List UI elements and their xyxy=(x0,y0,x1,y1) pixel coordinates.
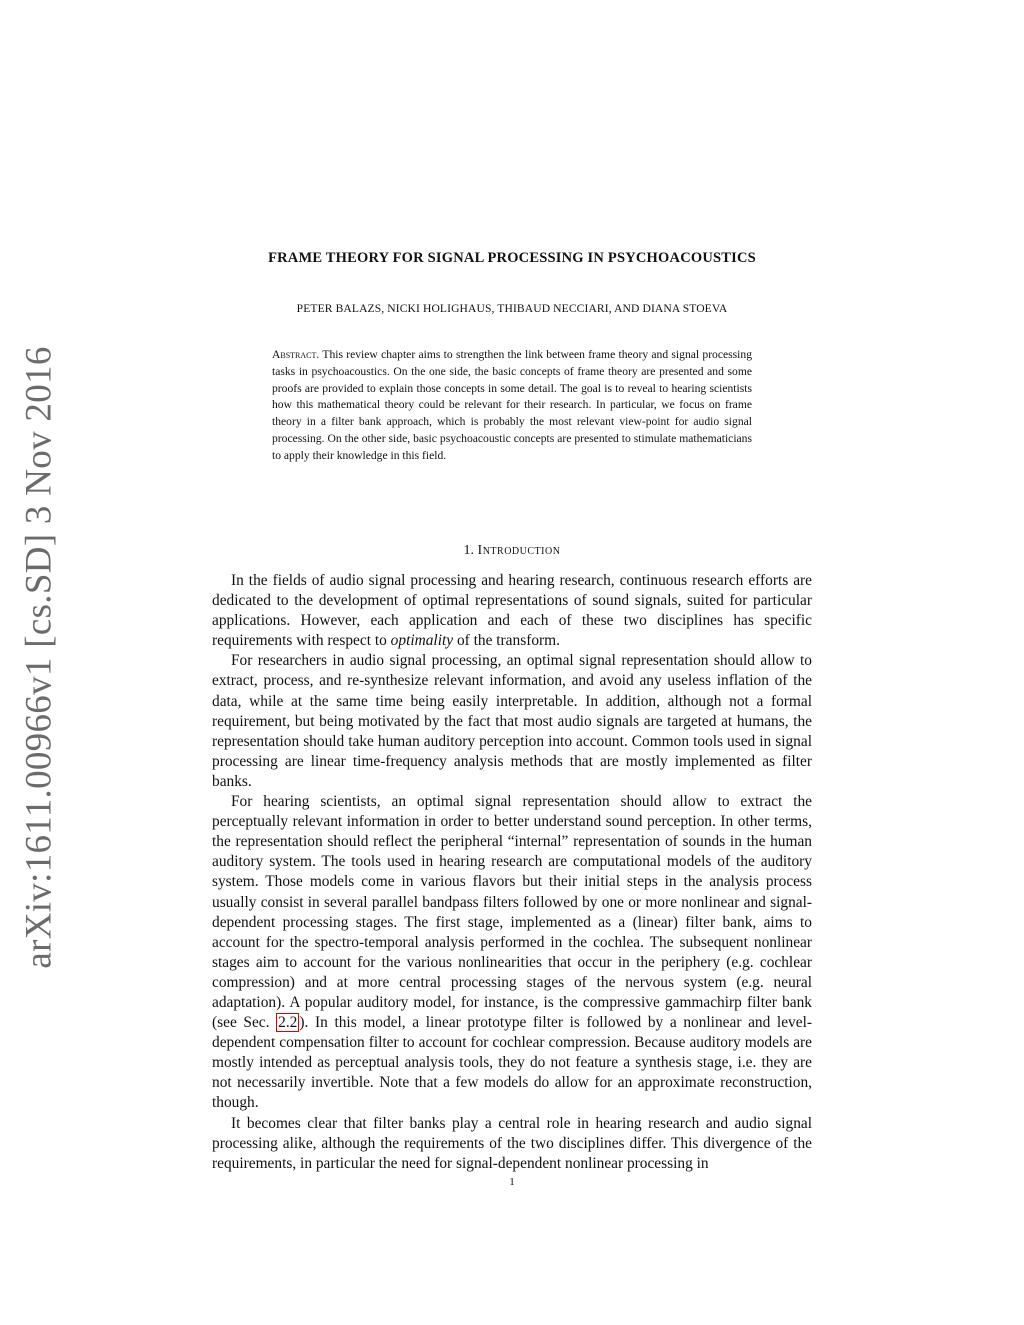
arxiv-identifier-margin xyxy=(10,346,68,969)
abstract-label: Abstract. xyxy=(272,348,320,361)
section-title: Introduction xyxy=(477,543,561,558)
body-text xyxy=(212,571,812,1174)
paragraph: For researchers in audio signal processing, an optimal signal representation should allow to extract, process, and re-synthesize relevant information, and avoid any useless inflation of the data, while at the same time being easily interpretable. In addition, although not a formal requirement, but being motivated by the fact that most audio signals are targeted at humans, the representation should take human auditory perception into account. Common tools used in signal processing are linear time-frequency analysis methods that are mostly implemented as filter banks. xyxy=(212,652,812,790)
paragraph-text: In the fields of audio signal processing and hearing research, continuous research efforts are dedicated to the development of optimal representations of sound signals, suited for particular applications. However, each application and each of these two disciplines has specific requirements with respect to xyxy=(212,572,812,650)
section-number: 1. xyxy=(463,543,475,558)
paragraph xyxy=(212,792,812,1114)
paper-authors: PETER BALAZS, NICKI HOLIGHAUS, THIBAUD NECCIARI, AND DIANA STOEVA xyxy=(296,302,728,315)
paragraph-text: ). In this model, a linear prototype filter is followed by a nonlinear and level-dependent compensation filter to account for cochlear compression. Because auditory models are mostly intended as perceptual analysis tools, they do not feature a synthesis stage, i.e. they are not necessarily invertible. Note that a few models do allow for an approximate reconstruction, though. xyxy=(212,1014,812,1112)
paragraph-text: of the transform. xyxy=(456,632,560,650)
paper-title: FRAME THEORY FOR SIGNAL PROCESSING IN PSYCHOACOUSTICS xyxy=(268,250,756,266)
section-reference-link[interactable]: 2.2 xyxy=(278,1014,298,1032)
paragraph: It becomes clear that filter banks play a central role in hearing research and audio signal processing alike, although the requirements of the two disciplines differ. This divergence of the requirements, in particular the need for signal-dependent nonlinear processing in xyxy=(212,1114,812,1172)
page-number: 1 xyxy=(509,1176,515,1188)
section-heading xyxy=(0,543,1024,559)
emphasis-optimality: optimality xyxy=(390,632,454,650)
paragraph-text: For hearing scientists, an optimal signal representation should allow to extract the perceptually relevant information in order to better understand sound perception. In other terms, the representation should reflect the peripheral “internal” representation of sounds in the human auditory system. The tools used in hearing research are computational models of the auditory system. Those models come in various flavors but their initial steps in the analysis process usually consist in several parallel bandpass filters followed by one or more nonlinear and signal-dependent processing stages. The first stage, implemented as a (linear) filter bank, aims to account for the spectro-temporal analysis performed in the cochlea. The subsequent nonlinear stages aim to account for the various nonlinearities that occur in the periphery (e.g. cochlear compression) and at more central processing stages of the nervous system (e.g. neural adaptation). A popular auditory model, for instance, is the compressive gammachirp filter bank (see Sec. xyxy=(212,793,812,1032)
arxiv-identifier[interactable]: arXiv:1611.00966v1 [cs.SD] 3 Nov 2016 xyxy=(18,346,60,969)
abstract xyxy=(272,347,752,465)
paragraph xyxy=(212,571,812,651)
abstract-text: This review chapter aims to strengthen the link between frame theory and signal processing tasks in psychoacoustics. On the one side, the basic concepts of frame theory are presented and some proofs are provided to explain those concepts in some detail. The goal is to reveal to hearing scientists how this mathematical theory could be relevant for their research. In particular, we focus on frame theory in a filter bank approach, which is probably the most relevant view-point for audio signal processing. On the other side, basic psychoacoustic concepts are presented to stimulate mathematicians to apply their knowledge in this field. xyxy=(272,348,752,462)
